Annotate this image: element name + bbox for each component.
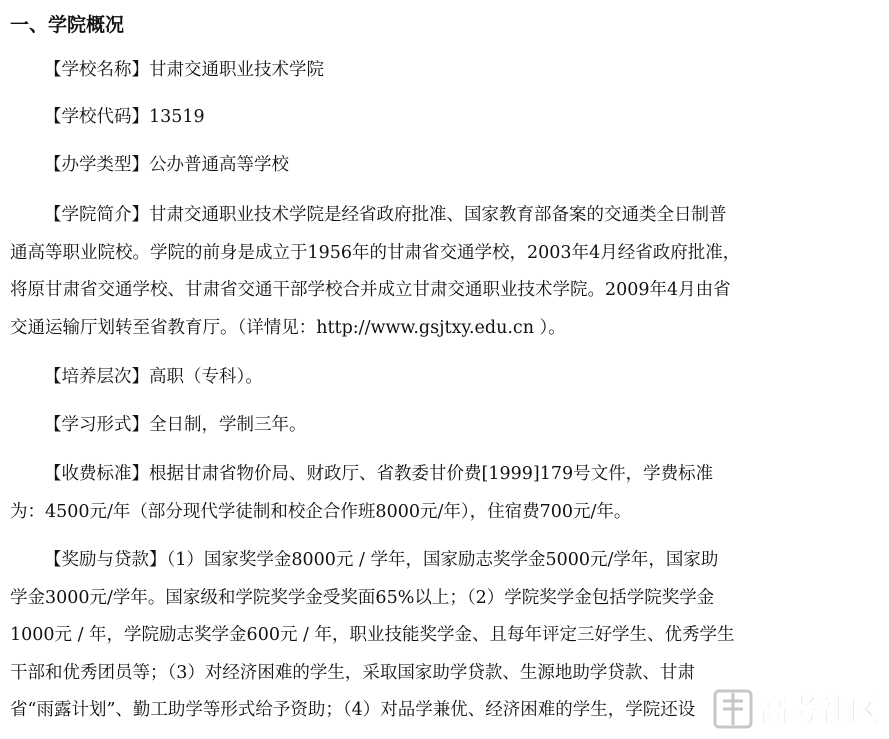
school-code-paragraph (10, 99, 874, 137)
level-line: 【培养层次】高职（专科）。 (44, 367, 263, 387)
intro-paragraph (10, 197, 874, 347)
school-name-line: 【学校名称】甘肃交通职业技术学院 (44, 60, 324, 80)
fees-paragraph (10, 456, 874, 531)
school-code-line: 【学校代码】13519 (44, 107, 205, 127)
awards-line: 省“雨露计划”、勤工助学等形式给予资助；（4）对品学兼优、经济困难的学生，学院还设 (10, 700, 696, 720)
fees-line: 【收费标准】根据甘肃省物价局、财政厅、省教委甘价费[1999]179号文件，学费标准 (44, 464, 714, 484)
study-form-paragraph (10, 407, 874, 445)
site-logo-watermark (711, 683, 881, 735)
section-heading: 一、学院概况 (10, 14, 125, 36)
school-type-paragraph (10, 147, 874, 185)
intro-line: 【学院简介】甘肃交通职业技术学院是经省政府批准、国家教育部备案的交通类全日制普 (44, 205, 727, 225)
intro-line: 通高等职业院校。学院的前身是成立于1956年的甘肃省交通学校，2003年4月经省政府批准， (10, 242, 741, 263)
awards-line: 学金3000元/学年。国家级和学院奖学金受奖面65%以上；（2）学院奖学金包括学院奖学金 (10, 587, 715, 608)
intro-line: 交通运输厅划转至省教育厅。（详情见：http://www.gsjtxy.edu.cn ）。 (10, 317, 566, 338)
awards-line: 1000元 / 年，学院励志奖学金600元 / 年，职业技能奖学金、且每年评定三好学生、优秀学生 (10, 625, 735, 645)
school-type-line: 【办学类型】公办普通高等学校 (44, 155, 289, 175)
level-paragraph (10, 359, 874, 397)
study-form-line: 【学习形式】全日制，学制三年。 (44, 415, 307, 435)
school-name-paragraph (10, 52, 874, 90)
fees-line: 为：4500元/年（部分现代学徒制和校企合作班8000元/年），住宿费700元/年。 (10, 501, 632, 522)
watermark-text: 高考社区 (759, 694, 879, 729)
awards-line: 【奖励与贷款】（1）国家奖学金8000元 / 学年，国家励志奖学金5000元/学年，国家助 (44, 550, 719, 570)
awards-line: 干部和优秀团员等；（3）对经济困难的学生，采取国家助学贷款、生源地助学贷款、甘肃 (10, 662, 695, 683)
intro-line: 将原甘肃省交通学校、甘肃省交通干部学校合并成立甘肃交通职业技术学院。2009年4月由省 (10, 280, 731, 300)
